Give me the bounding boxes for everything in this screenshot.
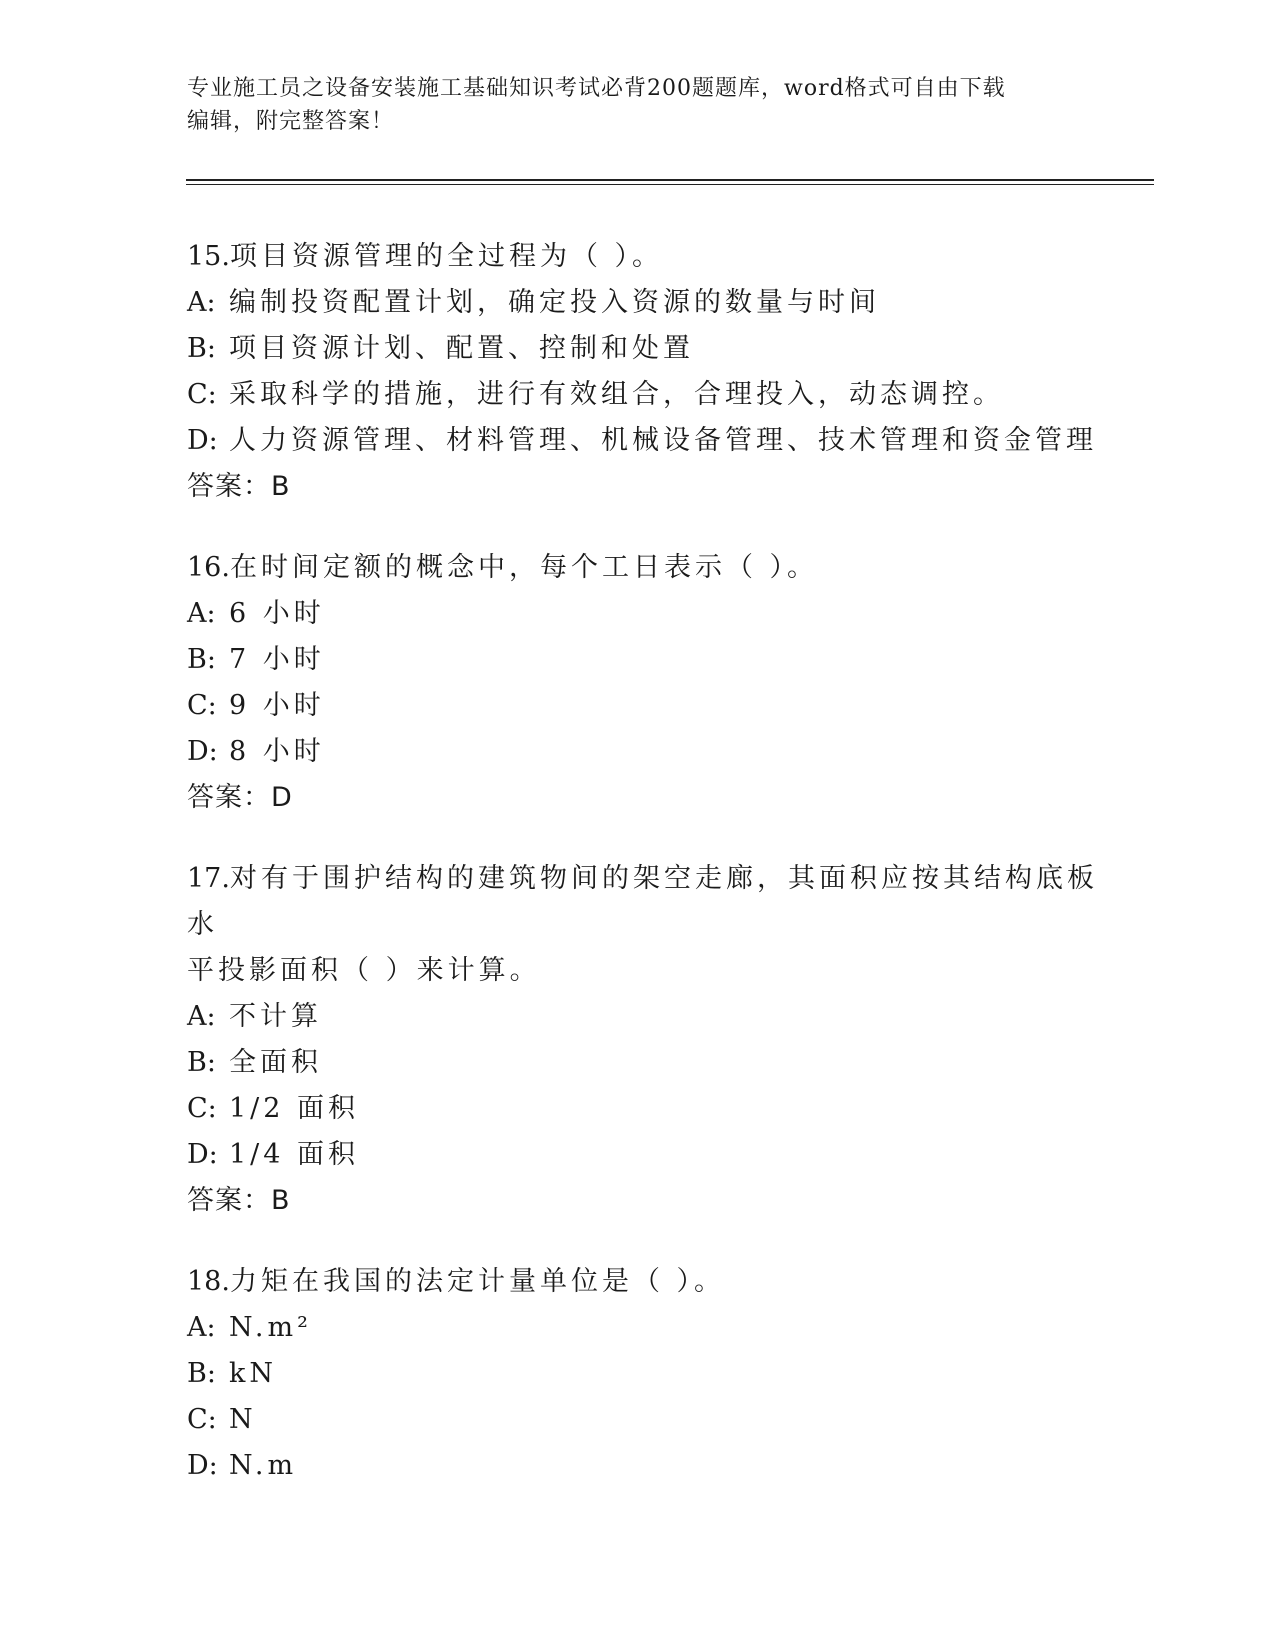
option-key: C: [187,1093,217,1124]
question-text: 对有于围护结构的建筑物间的架空走廊，其面积应按其结构底板水 [187,863,1098,940]
option-c [187,683,1107,729]
question-stem-continued: 平投影面积（ ）来计算。 [187,955,541,986]
option-key: D: [187,425,218,456]
option-text: 6 小时 [229,598,325,629]
option-text: 9 小时 [229,690,325,721]
option-key: D: [187,1450,218,1481]
option-key: C: [187,379,217,410]
option-text: 项目资源计划、配置、控制和处置 [229,333,694,364]
option-key: D: [187,736,218,767]
option-b [187,1351,1107,1397]
question-stem [187,1259,1107,1305]
option-d [187,1443,1107,1489]
option-d [187,729,1107,775]
option-b [187,326,1107,372]
header-divider-thick [186,179,1154,181]
option-a [187,994,1107,1040]
option-key: B: [187,1358,216,1389]
document-header [187,72,1087,138]
option-key: A: [187,1001,216,1032]
header-line-1: 专业施工员之设备安装施工基础知识考试必背200题题库，word格式可自由下载 [187,76,1006,101]
option-text: 7 小时 [229,644,325,675]
option-key: A: [187,1312,216,1343]
option-text: 1/4 面积 [229,1139,360,1170]
answer-line: 答案：B [187,471,291,502]
option-d [187,1132,1107,1178]
option-key: A: [187,598,216,629]
question-stem [187,234,1107,280]
option-text: 1/2 面积 [229,1093,360,1124]
option-d [187,418,1107,464]
option-text: 人力资源管理、材料管理、机械设备管理、技术管理和资金管理 [229,425,1097,456]
question-number: 17. [187,863,230,894]
question-stem [187,545,1107,591]
option-key: C: [187,690,217,721]
question-list [187,234,1107,1524]
question-number: 18. [187,1266,230,1297]
answer-line: 答案：B [187,1185,291,1216]
option-key: B: [187,333,216,364]
option-c [187,372,1107,418]
header-divider-thin [186,184,1154,185]
question-stem [187,856,1107,948]
option-a [187,1305,1107,1351]
option-a [187,591,1107,637]
option-key: D: [187,1139,218,1170]
question-16 [187,545,1107,821]
question-number: 15. [187,241,230,272]
option-text: 全面积 [229,1047,322,1078]
question-text: 项目资源管理的全过程为（ ）。 [229,241,664,272]
question-18 [187,1259,1107,1489]
option-text: 编制投资配置计划，确定投入资源的数量与时间 [229,287,880,318]
question-text: 力矩在我国的法定计量单位是（ ）。 [229,1266,726,1297]
option-text: 采取科学的措施，进行有效组合，合理投入，动态调控。 [229,379,1004,410]
question-15 [187,234,1107,510]
option-text: kN [229,1358,277,1389]
header-line-2: 编辑，附完整答案！ [187,109,395,134]
option-b [187,1040,1107,1086]
option-text: N.m [229,1450,298,1481]
option-c [187,1397,1107,1443]
question-17 [187,856,1107,1224]
option-key: A: [187,287,216,318]
option-b [187,637,1107,683]
option-a [187,280,1107,326]
option-key: C: [187,1404,217,1435]
answer-line: 答案：D [187,782,293,813]
question-number: 16. [187,552,230,583]
option-text: 不计算 [229,1001,322,1032]
option-text: 8 小时 [229,736,325,767]
option-text: N.m² [229,1312,312,1343]
option-c [187,1086,1107,1132]
option-key: B: [187,644,216,675]
option-key: B: [187,1047,216,1078]
question-text: 在时间定额的概念中，每个工日表示（ ）。 [229,552,819,583]
option-text: N [229,1404,257,1435]
